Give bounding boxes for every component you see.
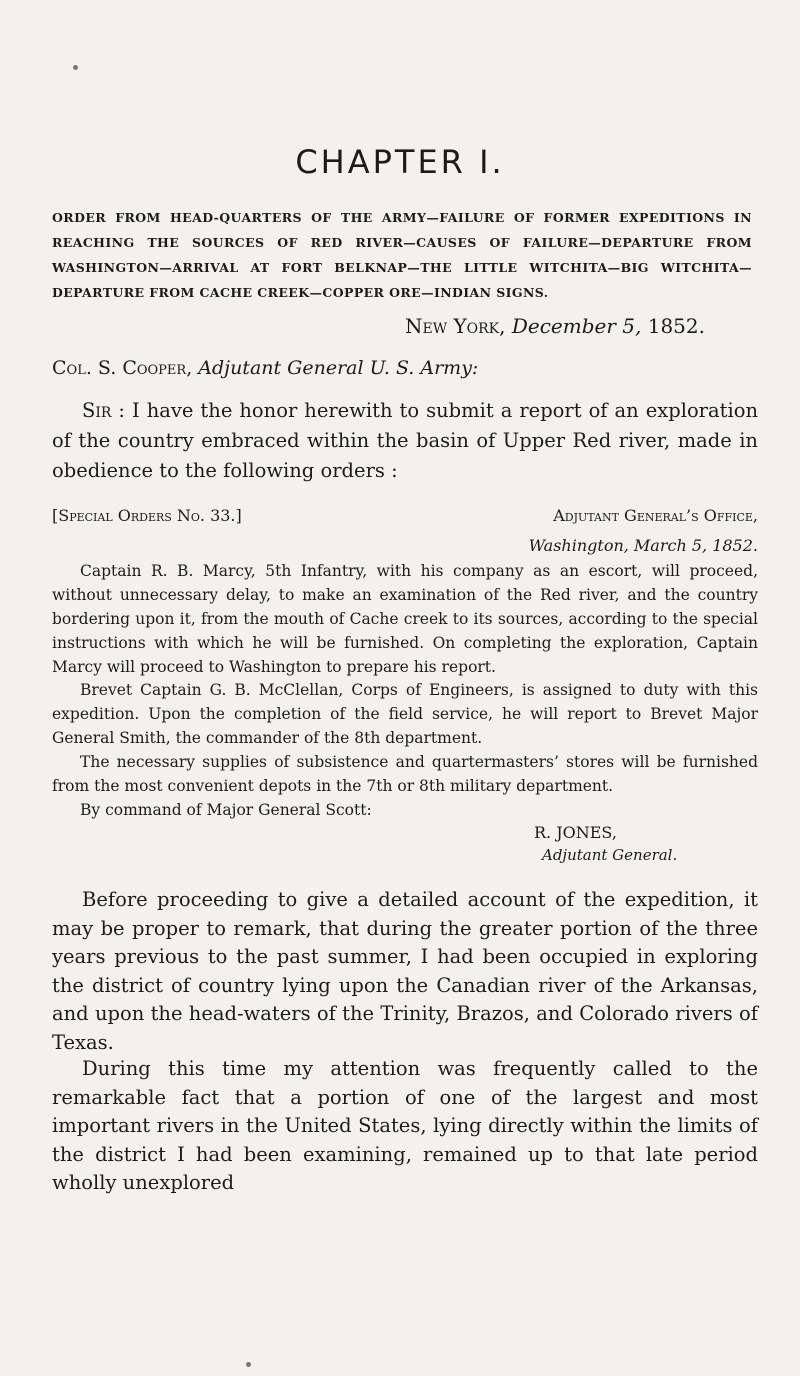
letter-opening [52, 396, 758, 486]
orders-signature: R. JONES, [534, 823, 617, 842]
chapter-summary: ORDER FROM HEAD-QUARTERS OF THE ARMY—FAILURE OF FORMER EXPEDITIONS IN REACHING THE SOURCES OF RED RIVER—CAUSES OF FAILURE—DEPARTURE FROM WASHINGTON—ARRIVAL AT FORT BELKNAP—THE LITTLE WITCHITA—BIG WITCHITA—DEPARTURE FROM CACHE CREEK—COPPER ORE—INDIAN SIGNS. [52, 210, 752, 300]
salutation: Sir : [82, 399, 125, 422]
orders-number: [Special Orders No. 33.] [52, 506, 242, 525]
addressee-name: Col. S. Cooper, [52, 357, 193, 379]
orders-place-date: Washington, March 5, 1852. [528, 536, 758, 555]
orders-paragraph: By command of Major General Scott: [80, 801, 372, 819]
orders-header [52, 506, 758, 525]
orders-paragraph: Captain R. B. Marcy, 5th Infantry, with his company as an escort, will proceed, without unnecessary delay, to make an examination of the Red river, and the country bordering upon it, from the mouth of Cache creek to its sources, according to the special instructions with which he will be furnished. On completing the exploration, Captain Marcy will proceed to Washington to prepare his report. [52, 562, 758, 676]
page-speck [246, 1362, 251, 1367]
dateline-year: 1852. [647, 314, 705, 338]
chapter-title: CHAPTER I. [295, 143, 505, 181]
orders-office: Adjutant General’s Office, [553, 506, 758, 525]
addressee [52, 357, 478, 379]
body-paragraph: During this time my attention was frequently called to the remarkable fact that a portion of one of the largest and most important rivers in the United States, lying directly within the limits of the district I had been examining, remained up to that late period wholly unexplored [52, 1057, 758, 1194]
body-paragraph: Before proceeding to give a detailed account of the expedition, it may be proper to remark, that during the greater portion of the three years previous to the past summer, I had been occupied in exploring the district of country lying upon the Canadian river of the Arkansas, and upon the head-waters of the Trinity, Brazos, and Colorado rivers of Texas. [52, 888, 758, 1054]
page-speck [73, 65, 78, 70]
orders-paragraph: Brevet Captain G. B. McClellan, Corps of Engineers, is assigned to duty with this expedition. Upon the completion of the field service, he will report to Brevet Major General Smith, the commander of the 8th department. [52, 681, 758, 747]
orders-paragraph: The necessary supplies of subsistence and quartermasters’ stores will be furnished from the most convenient depots in the 7th or 8th military department. [52, 753, 758, 795]
opening-text: I have the honor herewith to submit a report of an exploration of the country embraced within the basin of Upper Red river, made in obedience to the following orders : [52, 399, 759, 482]
dateline [405, 314, 705, 338]
dateline-place: New York, [404, 314, 506, 338]
addressee-title: Adjutant General U. S. Army: [198, 357, 479, 379]
dateline-date: December 5, [511, 314, 642, 338]
orders-signature-title: Adjutant General. [542, 846, 678, 864]
